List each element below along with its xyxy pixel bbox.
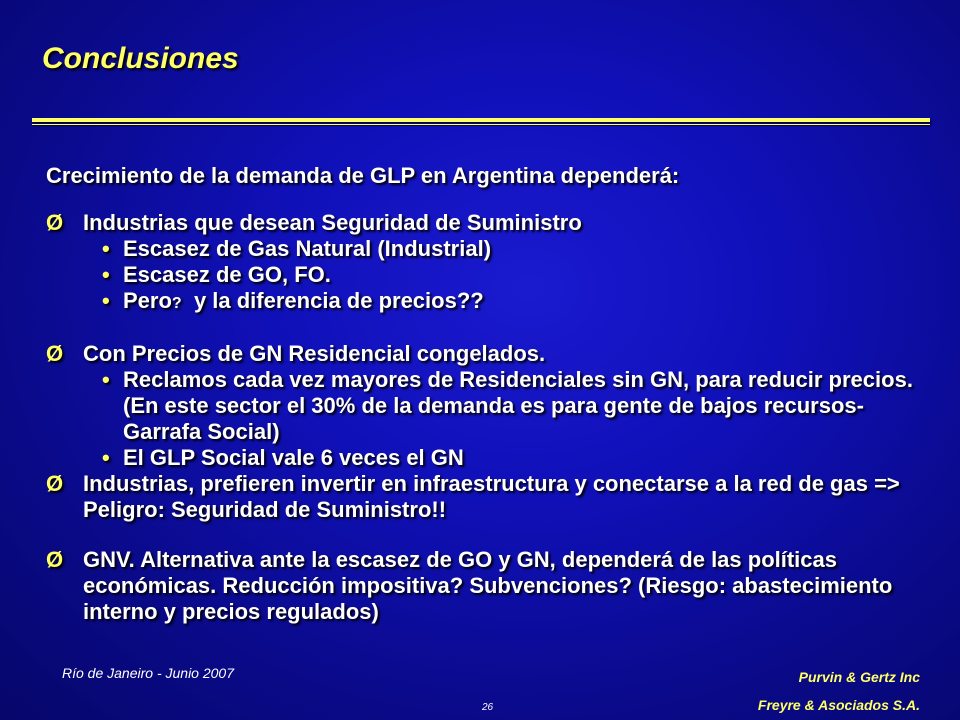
sub-bullet-text: Escasez de GO, FO. [123, 262, 331, 287]
sub-bullet [46, 236, 936, 262]
sub-bullet-text: Escasez de Gas Natural (Industrial) [123, 236, 492, 261]
dot-bullet-icon: • [102, 236, 110, 261]
dot-bullet-icon: • [102, 445, 110, 470]
footer-location-date: Río de Janeiro - Junio 2007 [62, 665, 234, 681]
sub-bullet [46, 262, 936, 288]
arrow-bullet-icon: Ø [46, 210, 64, 235]
bullet-text: Con Precios de GN Residencial congelados. [83, 341, 546, 366]
bullet-text: GNV. Alternativa ante la escasez de GO y GN, dependerá de las políticas económicas. Reducción impositiva? Subvenciones? (Riesgo: abastecimiento interno y precios regulados) [83, 547, 893, 624]
arrow-bullet-icon: Ø [46, 547, 64, 572]
dot-bullet-icon: • [102, 262, 110, 287]
footer-company-1: Purvin & Gertz Inc [798, 669, 920, 685]
intro-text: Crecimiento de la demanda de GLP en Argentina dependerá: [46, 163, 680, 188]
dot-bullet-icon: • [102, 367, 110, 392]
arrow-bullet-icon: Ø [46, 471, 64, 496]
bullet-gnv [46, 547, 936, 625]
arrow-bullet-icon: Ø [46, 341, 64, 366]
bullet-text: Industrias, prefieren invertir en infraestructura y conectarse a la red de gas => Peligro: Seguridad de Suministro!! [83, 471, 900, 522]
sub-bullet-text: El GLP Social vale 6 veces el GN [123, 445, 464, 470]
sub-bullet [46, 288, 936, 317]
footer-company-2: Freyre & Asociados S.A. [757, 697, 920, 713]
bullet-precios-gn [46, 341, 936, 367]
slide-body [46, 163, 936, 625]
slide-title: Conclusiones [42, 42, 239, 75]
question-mark: ? [171, 295, 182, 312]
sub-bullet-text: Reclamos cada vez mayores de Residenciales sin GN, para reducir precios. (En este sector el 30% de la demanda es para gente de bajos recursos- Garrafa Social) [123, 367, 913, 444]
title-underline-thin [32, 124, 930, 125]
title-underline [32, 118, 930, 122]
sub-bullet [46, 445, 936, 471]
bullet-industrias-infraestructura [46, 471, 936, 523]
bullet-text: Industrias que desean Seguridad de Suministro [83, 210, 582, 235]
sub-bullet-text-rest: y la diferencia de precios?? [193, 288, 484, 313]
sub-bullet [46, 367, 936, 445]
page-number: 26 [482, 702, 494, 713]
bullet-industrias-seguridad [46, 210, 936, 236]
sub-bullet-text-pero: Pero [123, 288, 172, 313]
dot-bullet-icon: • [102, 288, 110, 313]
